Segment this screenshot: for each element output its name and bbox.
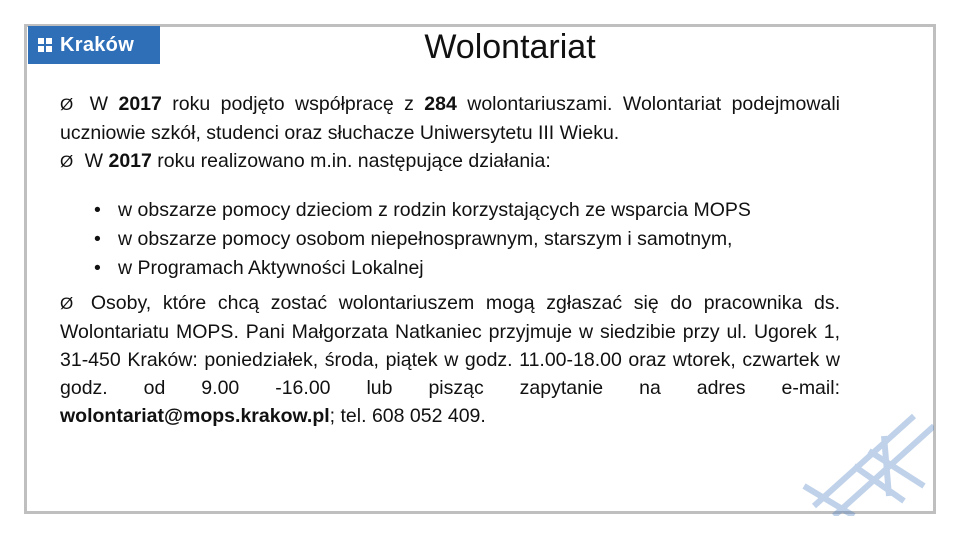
list-item (94, 254, 840, 283)
decorative-pattern-icon (794, 406, 934, 516)
list-item (94, 225, 840, 254)
year: 2017 (108, 150, 152, 172)
paragraph-contact (60, 289, 840, 402)
list-item-text: w obszarze pomocy dzieciom z rodzin korzystających ze wsparcia MOPS (118, 199, 751, 221)
logo-text: Kraków (60, 33, 135, 56)
bullet-icon: • (94, 257, 101, 279)
text: roku podjęto współpracę z (161, 93, 425, 115)
paragraph-activities (60, 147, 840, 176)
arrow-bullet-icon: Ø (60, 294, 74, 313)
text: Osoby, które chcą zostać wolontariuszem mogą zgłaszać się do pracownika ds. Wolontariatu MOPS. Pani Małgorzata Natkaniec przyjmuje w siedzibie przy ul. Ugorek 1, 31-450 Kraków: poniedziałek, środa, piątek w godz. 11.00-18.00 oraz wtorek, czwartek w godz. od 9.00 -16.00 lub pisząc zapytanie na adres e-mail: (60, 292, 840, 399)
arrow-bullet-icon: Ø (60, 95, 74, 114)
year: 2017 (118, 93, 162, 115)
slide-content (60, 90, 840, 430)
text: W (79, 150, 109, 172)
phone-text: ; tel. 608 052 409. (329, 405, 486, 427)
bullet-icon: • (94, 228, 101, 250)
text: roku realizowano m.in. następujące działania: (151, 150, 551, 172)
arrow-bullet-icon: Ø (60, 152, 74, 171)
paragraph-cooperation (60, 90, 840, 147)
paragraph-contact-end (60, 402, 840, 430)
list-item-text: w obszarze pomocy osobom niepełnosprawnym, starszym i samotnym, (118, 228, 733, 250)
slide-title: Wolontariat (424, 28, 596, 66)
email-address: wolontariat@mops.krakow.pl (60, 405, 330, 427)
text: wolontariuszami. Wolontariat podejmowali uczniowie szkół, studenci oraz słuchacze Uniwersytetu III Wieku. (60, 93, 840, 144)
text: W (79, 93, 119, 115)
list-item-text: w Programach Aktywności Lokalnej (118, 257, 424, 279)
volunteer-count: 284 (424, 93, 457, 115)
list-item (94, 196, 840, 225)
bullet-icon: • (94, 199, 101, 221)
activities-list (94, 196, 840, 283)
